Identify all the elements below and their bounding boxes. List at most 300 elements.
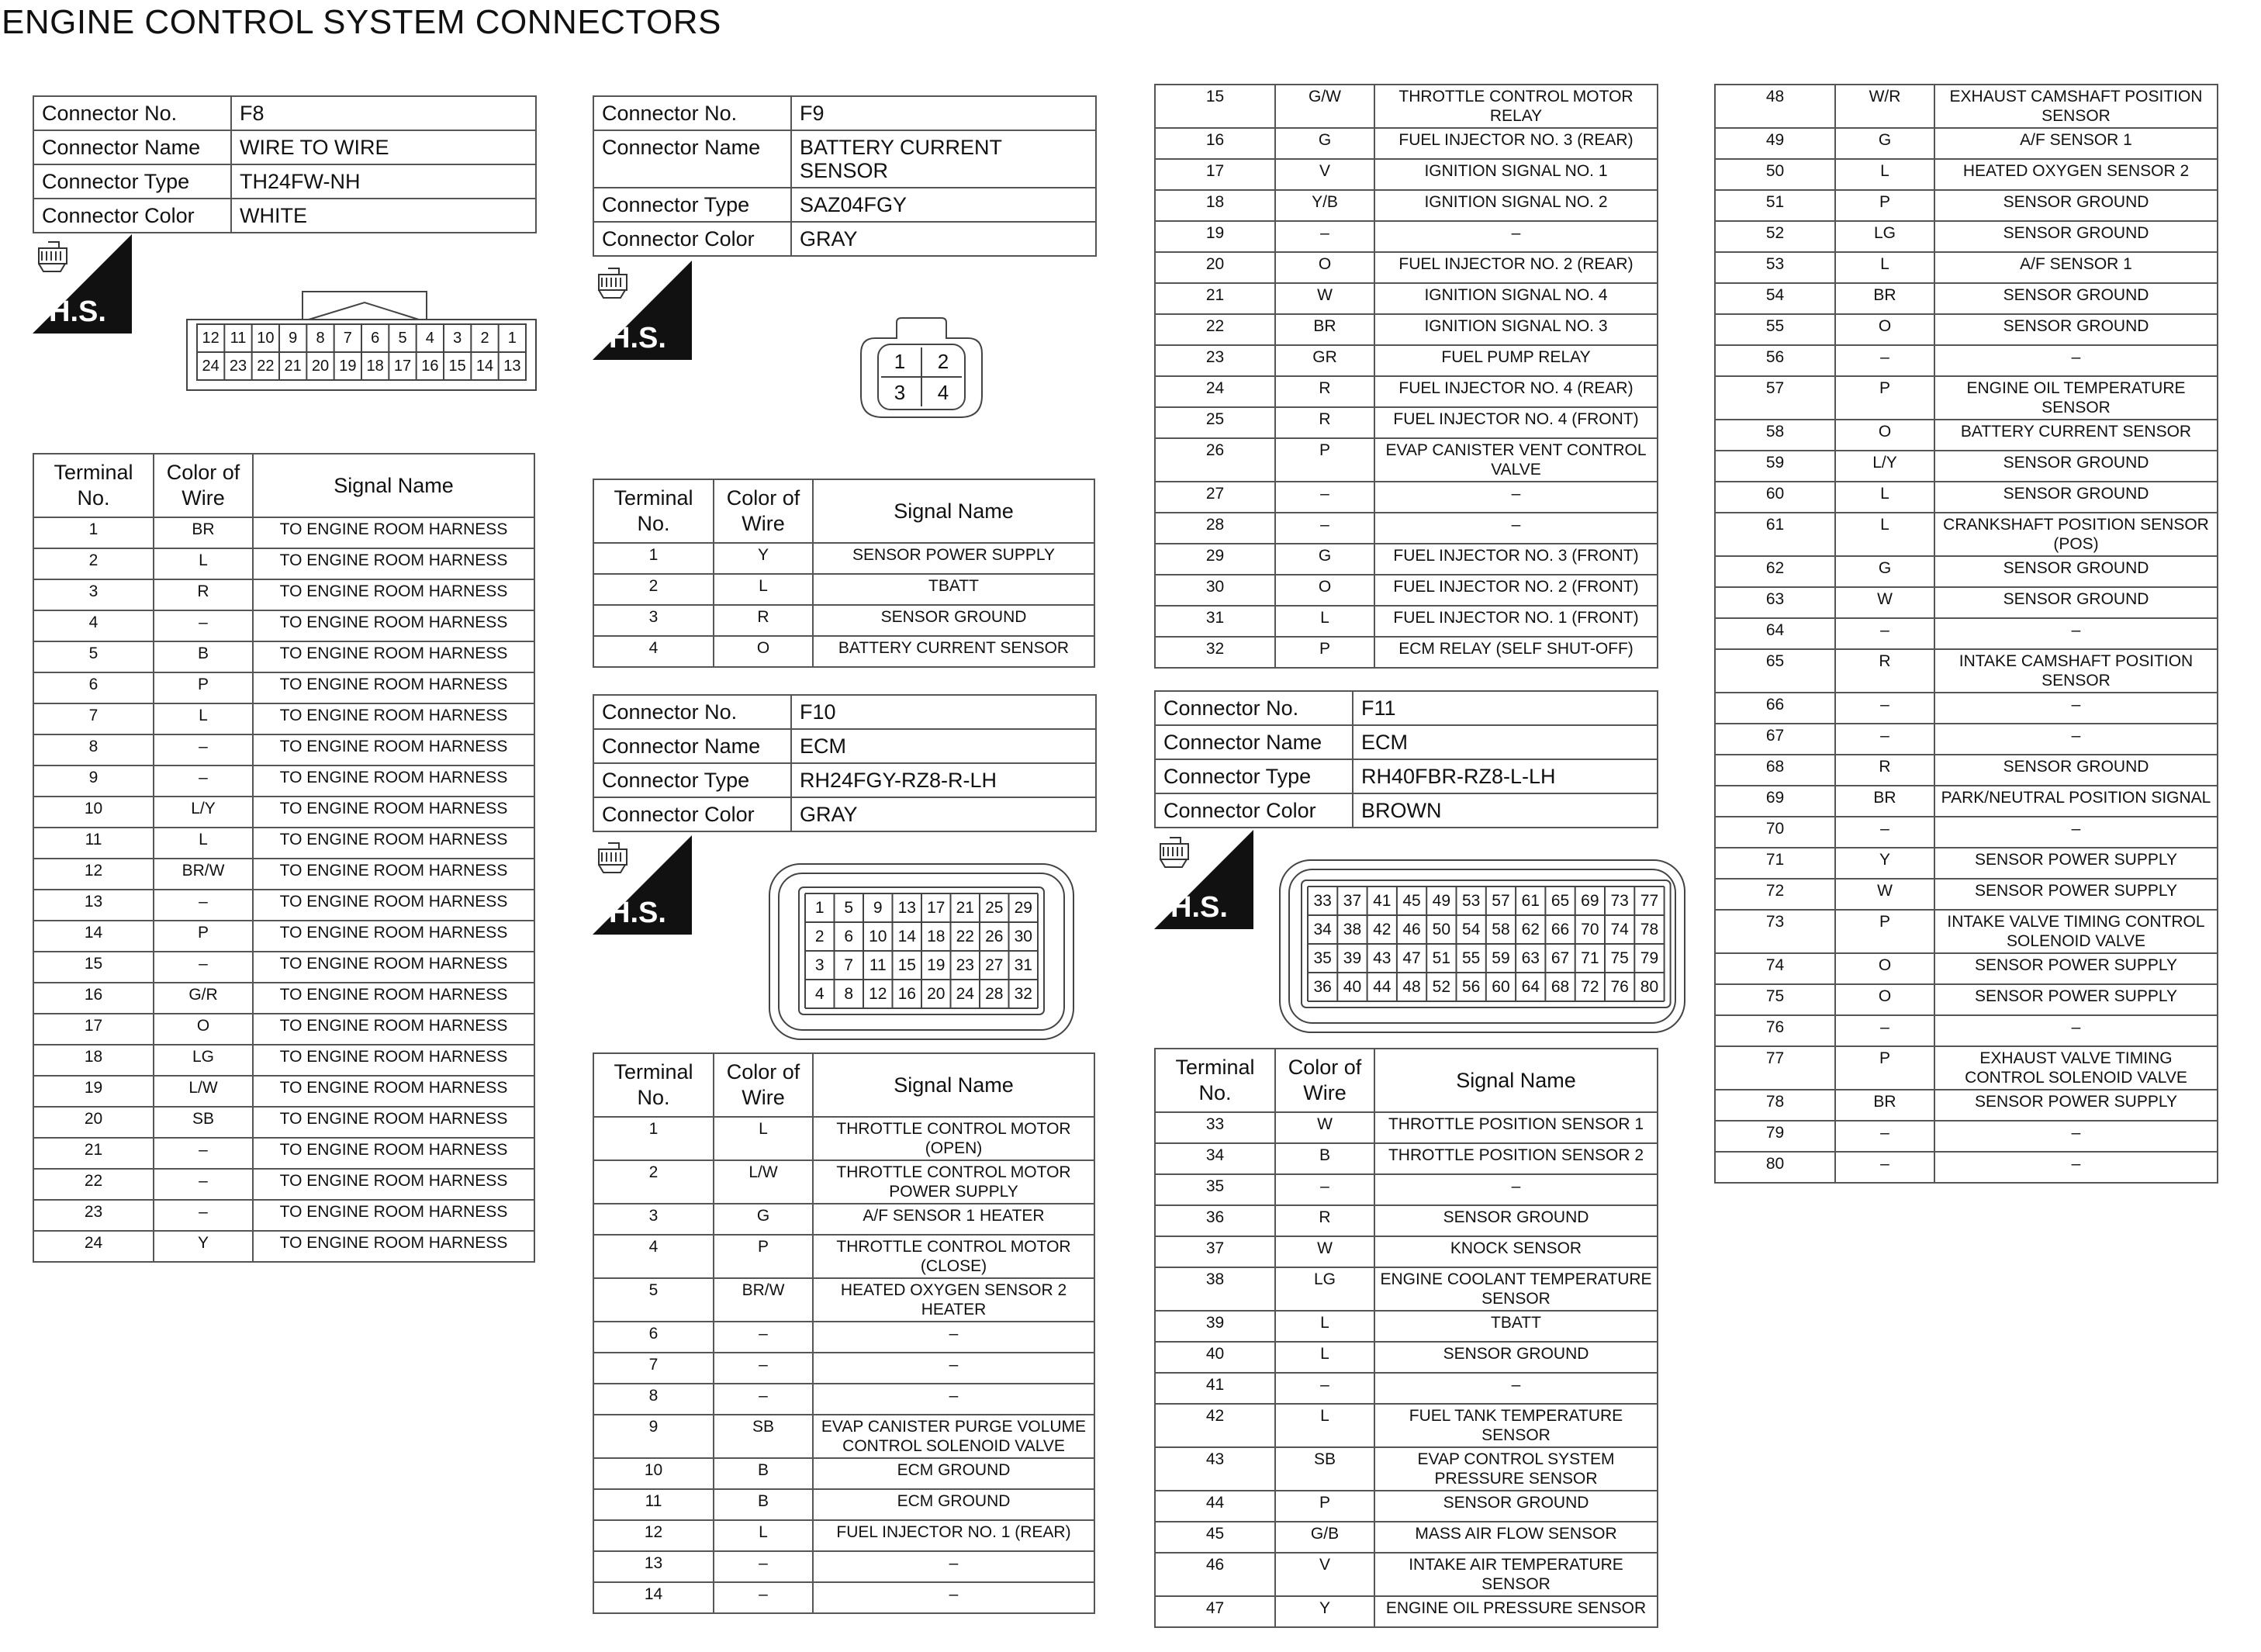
terminal-no-cell: 4 [593, 636, 714, 667]
wire-color-cell: W [1835, 879, 1934, 910]
pin-label: 19 [927, 956, 946, 974]
signal-name-cell: HEATED OXYGEN SENSOR 2 HEATER [813, 1278, 1094, 1322]
pin-label: 80 [1640, 978, 1659, 996]
table-row [33, 1107, 534, 1138]
wire-color-cell: P [1835, 1046, 1934, 1090]
pin-label: 78 [1640, 921, 1659, 938]
wire-color-cell: L [1275, 1404, 1374, 1447]
signal-name-header: Signal Name [1374, 1049, 1658, 1112]
f10-terminal-table-continued [1154, 84, 1658, 669]
pin-label: 64 [1521, 978, 1540, 996]
signal-name-cell: THROTTLE POSITION SENSOR 2 [1374, 1143, 1658, 1174]
wire-color-cell: BR [154, 517, 253, 548]
signal-name-cell: TO ENGINE ROOM HARNESS [253, 610, 534, 641]
table-row [1715, 451, 2218, 482]
f11-terminal-table [1154, 1048, 1658, 1628]
table-row [593, 543, 1094, 574]
wire-color-cell: P [154, 921, 253, 952]
table-row [1715, 953, 2218, 984]
wire-color-cell: V [1275, 1553, 1374, 1596]
terminal-no-cell: 42 [1155, 1404, 1275, 1447]
table-row [1155, 1342, 1658, 1373]
wire-color-cell: LG [1835, 221, 1934, 252]
pin-label: 11 [230, 330, 247, 347]
signal-name-cell: IGNITION SIGNAL NO. 2 [1374, 190, 1658, 221]
table-row [1155, 1596, 1658, 1627]
signal-name-cell: FUEL INJECTOR NO. 2 (REAR) [1374, 252, 1658, 283]
table-row [33, 797, 534, 828]
wire-color-cell: L [1835, 482, 1934, 513]
table-row [1715, 1046, 2218, 1090]
f10-terminal-table [593, 1052, 1095, 1614]
signal-name-cell: THROTTLE CONTROL MOTOR RELAY [1374, 85, 1658, 128]
signal-name-header: Signal Name [813, 479, 1094, 543]
terminal-no-cell: 16 [33, 983, 154, 1014]
terminal-no-cell: 78 [1715, 1090, 1835, 1121]
pin-label: 9 [873, 899, 883, 917]
terminal-no-cell: 7 [33, 703, 154, 734]
pin-label: 40 [1343, 978, 1362, 996]
connector-type-label: Connector Type [1155, 759, 1353, 793]
pin-label: 2 [814, 928, 825, 945]
signal-name-cell: TO ENGINE ROOM HARNESS [253, 641, 534, 672]
terminal-no-cell: 8 [593, 1384, 714, 1415]
terminal-no-cell: 19 [33, 1076, 154, 1107]
table-row [593, 1160, 1094, 1204]
connector-no-label: Connector No. [1155, 691, 1353, 725]
terminal-no-cell: 53 [1715, 252, 1835, 283]
signal-name-cell: EXHAUST VALVE TIMING CONTROL SOLENOID VALVE [1934, 1046, 2218, 1090]
wire-color-cell: – [1275, 1174, 1374, 1205]
table-row [33, 1045, 534, 1076]
signal-name-cell: FUEL INJECTOR NO. 3 (FRONT) [1374, 544, 1658, 575]
table-row [1155, 1112, 1658, 1143]
f10-connector-info [593, 694, 1097, 832]
terminal-no-cell: 9 [593, 1415, 714, 1458]
terminal-no-cell: 77 [1715, 1046, 1835, 1090]
terminal-no-cell: 13 [593, 1551, 714, 1582]
table-row [593, 1278, 1094, 1322]
pin-label: 35 [1313, 949, 1332, 967]
wire-color-cell: L [1835, 159, 1934, 190]
table-row [1155, 1143, 1658, 1174]
terminal-no-cell: 69 [1715, 786, 1835, 817]
terminal-no-cell: 54 [1715, 283, 1835, 314]
pin-label: 34 [1313, 921, 1332, 938]
pin-label: 53 [1461, 892, 1481, 910]
wire-color-cell: – [714, 1353, 813, 1384]
table-row [33, 828, 534, 859]
terminal-no-cell: 19 [1155, 221, 1275, 252]
pin-label: 10 [869, 928, 887, 945]
terminal-no-cell: 33 [1155, 1112, 1275, 1143]
pin-label: 37 [1343, 892, 1362, 910]
wire-color-cell: – [154, 766, 253, 797]
connector-color-label: Connector Color [593, 797, 791, 831]
terminal-no-cell: 7 [593, 1353, 714, 1384]
wire-color-cell: P [1275, 637, 1374, 668]
terminal-no-cell: 10 [33, 797, 154, 828]
pin-label: 66 [1551, 921, 1570, 938]
signal-name-cell: TO ENGINE ROOM HARNESS [253, 1014, 534, 1045]
connector-color-label: Connector Color [33, 199, 231, 233]
signal-name-cell: A/F SENSOR 1 [1934, 128, 2218, 159]
wire-color-cell: – [1835, 693, 1934, 724]
signal-name-cell: IGNITION SIGNAL NO. 4 [1374, 283, 1658, 314]
pin-label: 71 [1581, 949, 1599, 967]
connector-name-value: ECM [1353, 725, 1658, 759]
table-row [593, 1117, 1094, 1160]
table-row [1155, 1267, 1658, 1311]
pin-label: 15 [897, 956, 916, 974]
wire-color-cell: V [1275, 159, 1374, 190]
pin-label: 28 [985, 985, 1004, 1003]
wire-color-cell: Y [714, 543, 813, 574]
wire-color-cell: – [154, 1138, 253, 1169]
signal-name-cell: THROTTLE CONTROL MOTOR POWER SUPPLY [813, 1160, 1094, 1204]
wire-color-cell: L [1275, 1311, 1374, 1342]
terminal-no-cell: 29 [1155, 544, 1275, 575]
table-row [1715, 252, 2218, 283]
table-row [593, 1551, 1094, 1582]
pin-label: 17 [393, 358, 412, 375]
terminal-no-cell: 62 [1715, 556, 1835, 587]
pin-label: 46 [1402, 921, 1421, 938]
pin-label: 25 [985, 899, 1004, 917]
pin-label: 62 [1521, 921, 1540, 938]
wire-color-cell: W [1275, 1112, 1374, 1143]
pin-label: 17 [927, 899, 946, 917]
connector-no-label: Connector No. [593, 96, 791, 130]
pin-label: 6 [844, 928, 854, 945]
pin-label: 58 [1492, 921, 1510, 938]
signal-name-header: Signal Name [813, 1053, 1094, 1117]
signal-name-cell: SENSOR GROUND [1934, 314, 2218, 345]
signal-name-cell: ECM GROUND [813, 1489, 1094, 1520]
pin-label: 70 [1581, 921, 1599, 938]
signal-name-cell: – [1374, 482, 1658, 513]
terminal-no-cell: 20 [1155, 252, 1275, 283]
table-row [33, 1169, 534, 1200]
terminal-no-cell: 55 [1715, 314, 1835, 345]
signal-name-cell: – [1934, 1121, 2218, 1152]
terminal-no-cell: 9 [33, 766, 154, 797]
pin-label: 13 [897, 899, 916, 917]
table-row [1715, 587, 2218, 618]
signal-name-cell: TO ENGINE ROOM HARNESS [253, 1138, 534, 1169]
table-row [33, 517, 534, 548]
signal-name-cell: – [1934, 817, 2218, 848]
signal-name-cell: FUEL INJECTOR NO. 2 (FRONT) [1374, 575, 1658, 606]
wire-color-cell: O [1835, 984, 1934, 1015]
pin-label: 3 [453, 330, 462, 347]
terminal-no-cell: 18 [33, 1045, 154, 1076]
wire-color-cell: – [154, 1169, 253, 1200]
table-row [1155, 376, 1658, 407]
connector-type-value: RH40FBR-RZ8-L-LH [1353, 759, 1658, 793]
pin-label: 19 [339, 358, 357, 375]
hs-label: H.S. [1170, 891, 1228, 924]
connector-type-value: TH24FW-NH [231, 164, 536, 199]
wire-color-cell: O [1835, 420, 1934, 451]
table-row [593, 1204, 1094, 1235]
terminal-no-cell: 74 [1715, 953, 1835, 984]
signal-name-cell: SENSOR POWER SUPPLY [1934, 984, 2218, 1015]
terminal-no-cell: 35 [1155, 1174, 1275, 1205]
connector-type-value: SAZ04FGY [791, 188, 1096, 222]
wire-color-cell: – [1275, 482, 1374, 513]
table-row [33, 672, 534, 703]
terminal-no-cell: 31 [1155, 606, 1275, 637]
pin-label: 1 [894, 350, 906, 373]
terminal-no-cell: 15 [33, 952, 154, 983]
color-of-wire-header: Color of Wire [154, 454, 253, 517]
terminal-no-cell: 3 [593, 1204, 714, 1235]
signal-name-cell: THROTTLE POSITION SENSOR 1 [1374, 1112, 1658, 1143]
table-row [1715, 817, 2218, 848]
table-row [33, 952, 534, 983]
table-row [33, 983, 534, 1014]
signal-name-cell: TBATT [813, 574, 1094, 605]
terminal-no-cell: 52 [1715, 221, 1835, 252]
table-row [1155, 1447, 1658, 1491]
wire-color-cell: Y [1835, 848, 1934, 879]
terminal-no-cell: 18 [1155, 190, 1275, 221]
connector-type-label: Connector Type [593, 763, 791, 797]
wire-color-cell: L [714, 574, 813, 605]
table-row [33, 921, 534, 952]
signal-name-cell: INTAKE VALVE TIMING CONTROL SOLENOID VALVE [1934, 910, 2218, 953]
table-row [1715, 1090, 2218, 1121]
signal-name-cell: SENSOR POWER SUPPLY [813, 543, 1094, 574]
wire-color-cell: SB [1275, 1447, 1374, 1491]
wire-color-cell: G/W [1275, 85, 1374, 128]
table-row [593, 1384, 1094, 1415]
terminal-no-cell: 79 [1715, 1121, 1835, 1152]
hs-label: H.S. [609, 897, 666, 929]
pin-label: 49 [1432, 892, 1451, 910]
wire-color-cell: P [1835, 910, 1934, 953]
signal-name-cell: TO ENGINE ROOM HARNESS [253, 548, 534, 579]
wire-color-cell: GR [1275, 345, 1374, 376]
terminal-no-cell: 40 [1155, 1342, 1275, 1373]
signal-name-cell: TO ENGINE ROOM HARNESS [253, 797, 534, 828]
table-row [33, 1014, 534, 1045]
color-of-wire-header: Color of Wire [714, 1053, 813, 1117]
table-row [33, 703, 534, 734]
pin-label: 15 [448, 358, 466, 375]
pin-label: 65 [1551, 892, 1570, 910]
table-row [593, 1235, 1094, 1278]
table-row [1715, 649, 2218, 693]
wire-color-cell: L/W [154, 1076, 253, 1107]
pin-label: 47 [1402, 949, 1421, 967]
terminal-no-cell: 28 [1155, 513, 1275, 544]
connector-no-value: F11 [1353, 691, 1658, 725]
table-row [1715, 345, 2218, 376]
terminal-no-cell: 70 [1715, 817, 1835, 848]
terminal-no-cell: 21 [1155, 283, 1275, 314]
table-row [593, 1458, 1094, 1489]
table-row [1715, 848, 2218, 879]
terminal-no-cell: 25 [1155, 407, 1275, 438]
pin-label: 48 [1402, 978, 1421, 996]
table-row [33, 641, 534, 672]
pin-label: 75 [1610, 949, 1629, 967]
wire-color-cell: – [714, 1322, 813, 1353]
table-row [1155, 190, 1658, 221]
pin-label: 45 [1402, 892, 1421, 910]
signal-name-cell: SENSOR GROUND [1934, 451, 2218, 482]
wire-color-cell: – [154, 1200, 253, 1231]
table-row [1155, 1205, 1658, 1236]
wire-color-cell: L [1275, 606, 1374, 637]
pin-label: 14 [475, 358, 494, 375]
terminal-no-cell: 6 [593, 1322, 714, 1353]
terminal-no-cell: 66 [1715, 693, 1835, 724]
wire-color-cell: R [1835, 649, 1934, 693]
table-row [1155, 314, 1658, 345]
pin-label: 12 [202, 330, 220, 347]
wire-color-cell: Y [154, 1231, 253, 1262]
pin-label: 24 [202, 358, 220, 375]
terminal-no-cell: 11 [593, 1489, 714, 1520]
signal-name-cell: FUEL PUMP RELAY [1374, 345, 1658, 376]
table-row [593, 1582, 1094, 1613]
table-row [1715, 693, 2218, 724]
wire-color-cell: L [154, 703, 253, 734]
pin-label: 13 [503, 358, 521, 375]
wire-color-cell: – [1275, 513, 1374, 544]
wire-color-cell: – [1835, 1015, 1934, 1046]
terminal-no-cell: 57 [1715, 376, 1835, 420]
terminal-no-header: Terminal No. [33, 454, 154, 517]
signal-name-cell: TO ENGINE ROOM HARNESS [253, 703, 534, 734]
terminal-no-cell: 39 [1155, 1311, 1275, 1342]
table-row [33, 548, 534, 579]
wire-color-cell: R [1275, 407, 1374, 438]
table-row [593, 636, 1094, 667]
terminal-no-cell: 49 [1715, 128, 1835, 159]
table-row [1715, 984, 2218, 1015]
table-row [1715, 618, 2218, 649]
pin-label: 73 [1610, 892, 1629, 910]
terminal-no-cell: 30 [1155, 575, 1275, 606]
pin-label: 21 [956, 899, 974, 917]
terminal-no-cell: 24 [33, 1231, 154, 1262]
pin-label: 21 [284, 358, 302, 375]
terminal-no-cell: 21 [33, 1138, 154, 1169]
wire-color-cell: P [1835, 190, 1934, 221]
f11-connector-face [1278, 859, 1686, 1034]
table-row [593, 1353, 1094, 1384]
wire-color-cell: B [1275, 1143, 1374, 1174]
terminal-no-cell: 13 [33, 890, 154, 921]
signal-name-cell: – [1934, 724, 2218, 755]
pin-label: 5 [398, 330, 407, 347]
terminal-no-cell: 23 [1155, 345, 1275, 376]
signal-name-cell: – [1934, 618, 2218, 649]
signal-name-cell: SENSOR POWER SUPPLY [1934, 848, 2218, 879]
pin-label: 32 [1014, 985, 1032, 1003]
wire-color-cell: G [1835, 128, 1934, 159]
wire-color-cell: – [1835, 817, 1934, 848]
wire-color-cell: O [1275, 575, 1374, 606]
table-row [1155, 159, 1658, 190]
pin-label: 7 [343, 330, 352, 347]
terminal-no-cell: 48 [1715, 85, 1835, 128]
table-row [33, 1076, 534, 1107]
connector-no-value: F10 [791, 695, 1096, 729]
table-row [1715, 190, 2218, 221]
terminal-no-cell: 32 [1155, 637, 1275, 668]
pin-label: 41 [1373, 892, 1392, 910]
signal-name-cell: CRANKSHAFT POSITION SENSOR (POS) [1934, 513, 2218, 556]
table-row [33, 1138, 534, 1169]
pin-label: 26 [985, 928, 1004, 945]
table-row [1155, 544, 1658, 575]
connector-no-label: Connector No. [33, 96, 231, 130]
pin-label: 27 [985, 956, 1004, 974]
connector-color-value: WHITE [231, 199, 536, 233]
pin-label: 36 [1313, 978, 1332, 996]
signal-name-cell: – [1934, 1152, 2218, 1183]
terminal-no-cell: 11 [33, 828, 154, 859]
table-row [1155, 1311, 1658, 1342]
terminal-no-cell: 27 [1155, 482, 1275, 513]
connector-type-value: RH24FGY-RZ8-R-LH [791, 763, 1096, 797]
terminal-no-cell: 51 [1715, 190, 1835, 221]
table-row [1155, 345, 1658, 376]
wire-color-cell: G [1275, 544, 1374, 575]
signal-name-cell: TO ENGINE ROOM HARNESS [253, 1107, 534, 1138]
pin-label: 43 [1373, 949, 1392, 967]
wire-color-cell: L [154, 828, 253, 859]
table-row [1155, 1522, 1658, 1553]
table-row [1155, 606, 1658, 637]
pin-label: 22 [257, 358, 275, 375]
wire-color-cell: L [1835, 513, 1934, 556]
pin-label: 52 [1432, 978, 1451, 996]
table-row [1155, 438, 1658, 482]
table-row [33, 734, 534, 766]
f8-connector-face [186, 290, 537, 391]
pin-label: 42 [1373, 921, 1392, 938]
signal-name-cell: TO ENGINE ROOM HARNESS [253, 672, 534, 703]
signal-name-cell: SENSOR GROUND [813, 605, 1094, 636]
wire-color-cell: LG [154, 1045, 253, 1076]
pin-label: 2 [480, 330, 489, 347]
table-row [1715, 786, 2218, 817]
wire-color-cell: – [1835, 345, 1934, 376]
pin-label: 10 [257, 330, 275, 347]
signal-name-cell: – [813, 1582, 1094, 1613]
wire-color-cell: L/W [714, 1160, 813, 1204]
pin-label: 22 [956, 928, 974, 945]
terminal-no-cell: 44 [1155, 1491, 1275, 1522]
signal-name-cell: – [1374, 1174, 1658, 1205]
connector-name-label: Connector Name [33, 130, 231, 164]
terminal-no-cell: 17 [33, 1014, 154, 1045]
terminal-no-cell: 50 [1715, 159, 1835, 190]
table-row [593, 574, 1094, 605]
pin-label: 59 [1492, 949, 1510, 967]
wire-color-cell: – [1835, 724, 1934, 755]
wire-color-cell: – [714, 1384, 813, 1415]
terminal-no-cell: 59 [1715, 451, 1835, 482]
f11-connector-info [1154, 690, 1658, 828]
signal-name-cell: SENSOR GROUND [1934, 482, 2218, 513]
